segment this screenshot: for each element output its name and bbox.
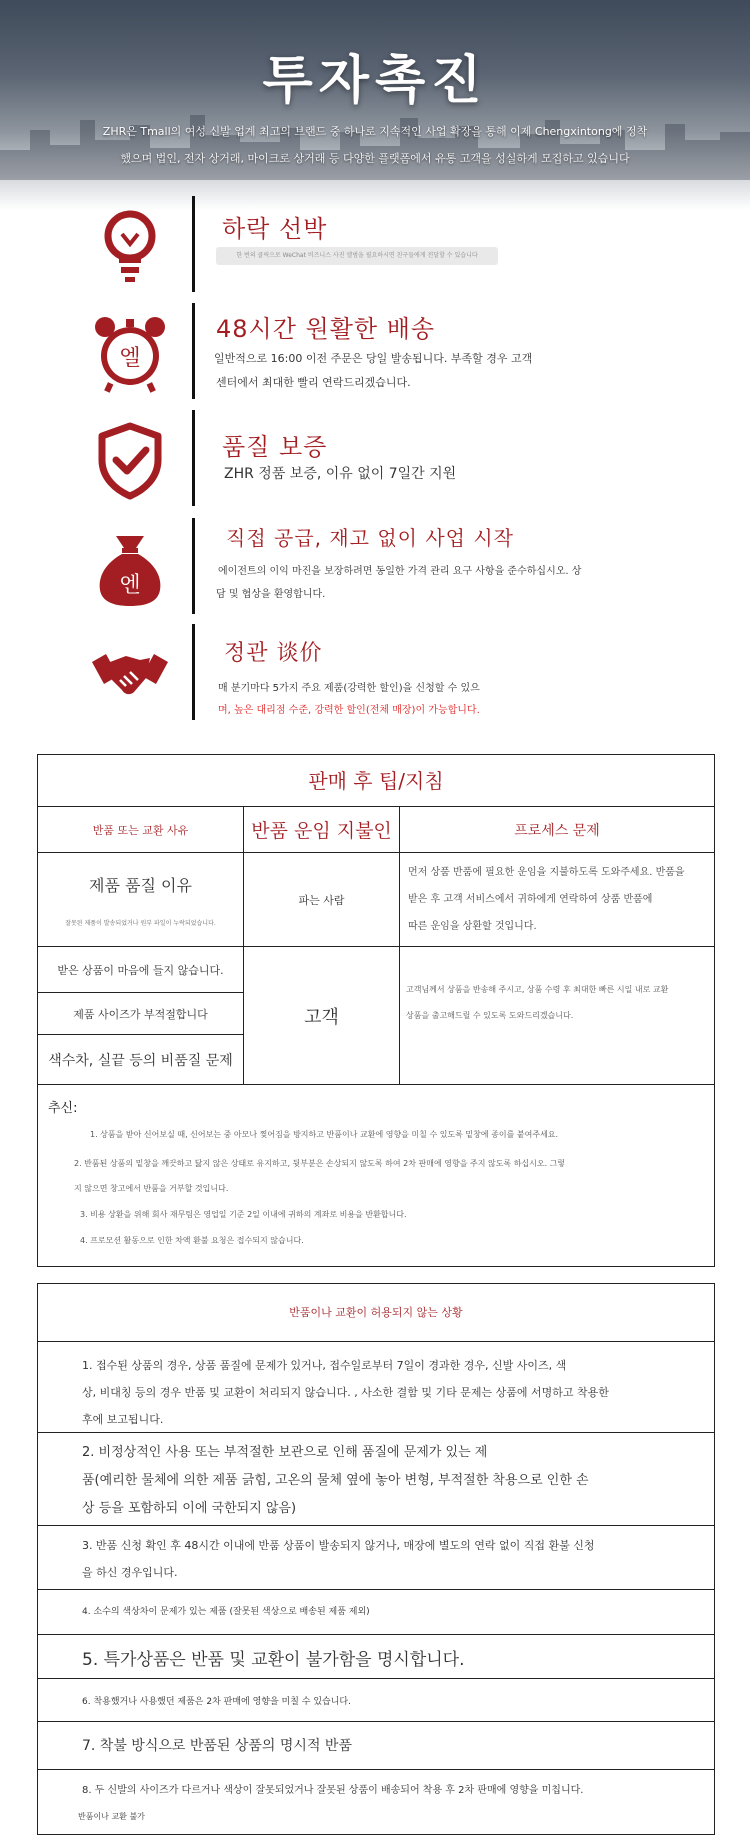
feature-desc-line-1: ZHR 정품 보증, 이유 없이 7일간 지원	[224, 466, 457, 482]
header-process: 프로세스 문제	[400, 807, 714, 853]
row-line: 1. 접수된 상품의 경우, 상품 품질에 문제가 있거나, 접수일로부터 7일이 경과한 경우, 신발 사이즈, 색	[82, 1359, 567, 1372]
feature-desc-line-2: 며, 높은 대리점 수준, 강력한 할인(전체 매장)이 가능합니다.	[218, 705, 480, 716]
row-line: 상, 비대칭 등의 경우 반품 및 교환이 처리되지 않습니다. , 사소한 결함 및 기타 문제는 상품에 서명하고 착용한	[82, 1386, 609, 1399]
feature-title: 품질 보증	[222, 433, 328, 461]
reason-quality-sub: 잘못된 제품이 발송되었거나 원부 파일이 누락되었습니다.	[65, 919, 216, 927]
row-text	[82, 1532, 594, 1586]
row-line: 반품이나 교환 불가	[78, 1812, 145, 1821]
hero-desc-line-2: 했으며 법인, 전자 상거래, 마이크로 상거래 등 다양한 플랫폼에서 유통 고객을 성실하게 모집하고 있습니다	[120, 152, 630, 165]
note-item: 1. 상품을 받아 신어보실 때, 신어보는 중 아모나 찢어짐을 방지하고 반품이나 교환에 영향을 미칠 수 있도록 밑창에 종이를 붙여주세요.	[90, 1130, 559, 1139]
payer-customer: 고객	[244, 947, 400, 1085]
hero-banner	[0, 0, 750, 210]
divider-line	[192, 410, 195, 506]
table-row	[38, 1770, 714, 1834]
feature-price-negotiation	[0, 624, 750, 724]
table-row	[38, 1679, 714, 1722]
feature-quality-guarantee	[0, 410, 750, 510]
reason-size: 제품 사이즈가 부적절합니다	[38, 993, 244, 1035]
row-text	[82, 1439, 589, 1523]
header-payer: 반품 운임 지불인	[244, 807, 400, 853]
handshake-icon	[88, 632, 172, 716]
note-item: 3. 비용 상환을 위해 회사 재무팀은 영업일 기준 2일 이내에 귀하의 계좌로 비용을 반환합니다.	[80, 1210, 407, 1219]
feature-title: 하락 선박	[222, 215, 328, 243]
process-seller-line-2: 받은 후 고객 서비스에서 귀하에게 연락하여 상품 반품에	[408, 894, 653, 905]
table-row	[38, 1722, 714, 1770]
header-reason: 반품 또는 교환 사유	[38, 807, 244, 853]
feature-48h-delivery	[0, 303, 750, 403]
reason-quality: 제품 품질 이유	[89, 875, 192, 895]
divider-line	[192, 624, 195, 720]
alarm-clock-icon-text: 엘	[119, 346, 141, 371]
table-row	[38, 1342, 714, 1433]
alarm-clock-icon	[88, 311, 172, 395]
hero-title: 투자촉진	[262, 51, 488, 111]
after-sales-table-caption: 판매 후 팁/지침	[38, 755, 714, 807]
note-item: 지 않으면 창고에서 반품을 거부할 것입니다.	[74, 1184, 229, 1193]
non-returnable-table-caption: 반품이나 교환이 허용되지 않는 상황	[38, 1284, 714, 1342]
row-text	[78, 1778, 584, 1830]
row-text: 7. 착불 방식으로 반품된 상품의 명시적 반품	[82, 1738, 352, 1754]
process-seller-line-3: 따른 운임을 상환할 것입니다.	[408, 921, 537, 932]
money-bag-icon-text: 엔	[119, 573, 141, 598]
feature-desc-line-2: 담 및 협상을 환영합니다.	[216, 589, 326, 600]
hero-desc-line-1: ZHR은 Tmall의 여성 신발 업계 최고의 브랜드 중 하나로 지속적인 사업 확장을 통해 이제 Chengxintong에 정착	[102, 125, 648, 138]
row-line: 을 하신 경우입니다.	[82, 1566, 178, 1579]
payer-seller: 파는 사람	[244, 853, 400, 947]
divider-line	[192, 303, 195, 399]
row-line: 품(예리한 물체에 의한 제품 긁힘, 고온의 물체 옆에 놓아 변형, 부적절한 착용으로 인한 손	[82, 1473, 589, 1488]
row-text: 6. 착용했거나 사용했던 제품은 2차 판매에 영향을 미칠 수 있습니다.	[82, 1697, 351, 1707]
money-bag-icon	[88, 526, 172, 610]
feature-desc-line-1: 매 분기마다 5가지 주요 제품(강력한 할인)을 신청할 수 있으	[218, 683, 480, 694]
hero-description	[70, 118, 680, 172]
divider-line	[192, 518, 195, 614]
feature-direct-supply	[0, 518, 750, 618]
row-line: 상 등을 포함하되 이에 국한되지 않음)	[82, 1501, 297, 1516]
row-line: 후에 보고됩니다.	[82, 1413, 164, 1426]
feature-title: 정관 谈价	[224, 641, 323, 666]
feature-title: 직접 공급, 재고 없이 사업 시작	[226, 526, 514, 550]
reason-quality-cell	[38, 853, 244, 947]
divider-line	[192, 196, 195, 292]
row-text	[82, 1352, 609, 1433]
feature-desc-line-1: 일반적으로 16:00 이전 주문은 당일 발송됩니다. 부족할 경우 고객	[214, 352, 533, 365]
row-text: 5. 특가상품은 반품 및 교환이 불가함을 명시합니다.	[82, 1650, 465, 1670]
notes-title: 추신:	[48, 1101, 78, 1116]
reason-nonquality: 색수차, 실끝 등의 비품질 문제	[38, 1035, 244, 1085]
reason-dislike: 받은 상품이 마음에 들지 않습니다.	[38, 947, 244, 993]
table-row	[38, 1635, 714, 1679]
table-row	[38, 1526, 714, 1590]
non-returnable-table	[37, 1283, 715, 1835]
table-row	[38, 1433, 714, 1526]
process-customer	[400, 947, 714, 1085]
row-line: 2. 비정상적인 사용 또는 부적절한 보관으로 인해 품질에 문제가 있는 제	[82, 1445, 488, 1460]
feature-drop-shipping	[0, 196, 750, 296]
note-item: 2. 반품된 상품의 밑창을 깨끗하고 닳지 않은 상태로 유지하고, 뒷부분은 손상되지 않도록 하여 2차 판매에 영향을 주지 않도록 하십시오. 그렇	[74, 1159, 566, 1168]
table-row	[38, 1590, 714, 1635]
process-seller-line-1: 먼저 상품 반품에 필요한 운임을 지불하도록 도와주세요. 반품을	[408, 867, 685, 878]
feature-title: 48시간 원활한 배송	[216, 315, 436, 343]
feature-chip: 한 번의 클릭으로 WeChat 비즈니스 사진 앨범을 필요하시면 친구들에게 전달할 수 있습니다	[216, 247, 498, 265]
process-customer-line-1: 고객님께서 상품을 반송해 주시고, 상품 수령 후 최대한 빠른 시일 내로 교환	[406, 985, 669, 994]
shield-check-icon	[88, 418, 172, 502]
row-text: 4. 소수의 색상차이 문제가 있는 제품 (잘못된 색상으로 배송된 제품 제외)	[82, 1607, 370, 1617]
row-line: 3. 반품 신청 확인 후 48시간 이내에 반품 상품이 발송되지 않거나, 매장에 별도의 연락 없이 직접 환불 신청	[82, 1539, 595, 1552]
row-line: 8. 두 신발의 사이즈가 다르거나 색상이 잘못되었거나 잘못된 상품이 배송되어 착용 후 2차 판매에 영향을 미칩니다.	[82, 1785, 584, 1796]
lightbulb-icon	[88, 204, 172, 288]
process-customer-line-2: 상품을 출고해드릴 수 있도록 도와드리겠습니다.	[406, 1011, 574, 1020]
feature-desc-line-1: 에이전트의 이익 마진을 보장하려면 동일한 가격 관리 요구 사항을 준수하십시오. 상	[218, 566, 582, 577]
note-item: 4. 프로모션 활동으로 인한 차액 환불 요청은 접수되지 않습니다.	[80, 1236, 304, 1245]
process-seller	[400, 853, 714, 947]
after-sales-table	[37, 754, 715, 1267]
feature-desc-line-2: 센터에서 최대한 빨리 연락드리겠습니다.	[216, 376, 411, 389]
